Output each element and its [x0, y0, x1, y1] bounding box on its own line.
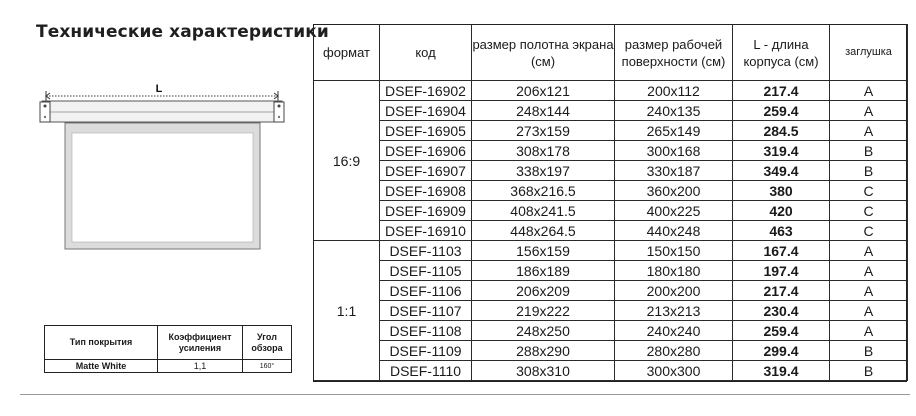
header-plug: заглушка: [830, 25, 908, 81]
dimension-label: L: [155, 83, 163, 95]
length-cell: 349.4: [733, 161, 830, 181]
table-row: [314, 221, 908, 241]
canvas-size-cell: 408x241.5: [472, 201, 615, 221]
table-row: [314, 281, 908, 301]
code-cell: DSEF-16907: [380, 161, 472, 181]
work-size-cell: 440x248: [615, 221, 733, 241]
spec-table-body: [314, 81, 908, 381]
table-row: [314, 321, 908, 341]
code-cell: DSEF-16906: [380, 141, 472, 161]
work-size-cell: 200x112: [615, 81, 733, 101]
table-row: [314, 101, 908, 121]
canvas-size-cell: 308x310: [472, 361, 615, 381]
code-cell: DSEF-1109: [380, 341, 472, 361]
work-size-cell: 360x200: [615, 181, 733, 201]
plug-cell: A: [830, 301, 908, 321]
canvas-size-cell: 156x159: [472, 241, 615, 261]
code-cell: DSEF-1105: [380, 261, 472, 281]
table-row: [314, 81, 908, 101]
canvas-size-cell: 186x189: [472, 261, 615, 281]
length-cell: 167.4: [733, 241, 830, 261]
plug-cell: B: [830, 141, 908, 161]
length-cell: 420: [733, 201, 830, 221]
code-cell: DSEF-1110: [380, 361, 472, 381]
code-cell: DSEF-16909: [380, 201, 472, 221]
plug-cell: B: [830, 161, 908, 181]
work-size-cell: 400x225: [615, 201, 733, 221]
canvas-size-cell: 308x178: [472, 141, 615, 161]
coating-table: [44, 325, 292, 373]
work-size-cell: 240x240: [615, 321, 733, 341]
coating-angle: 160°: [243, 360, 292, 373]
table-row: [314, 241, 908, 261]
work-size-cell: 265x149: [615, 121, 733, 141]
work-size-cell: 180x180: [615, 261, 733, 281]
canvas-size-cell: 206x209: [472, 281, 615, 301]
plug-cell: C: [830, 221, 908, 241]
table-row: [314, 121, 908, 141]
length-cell: 284.5: [733, 121, 830, 141]
plug-cell: A: [830, 101, 908, 121]
table-row: [314, 201, 908, 221]
bottom-divider: [20, 394, 910, 395]
table-row: [314, 181, 908, 201]
code-cell: DSEF-1106: [380, 281, 472, 301]
screen-canvas: [65, 123, 260, 249]
table-row: [314, 361, 908, 381]
plug-cell: A: [830, 81, 908, 101]
canvas-size-cell: 219x222: [472, 301, 615, 321]
plug-cell: B: [830, 361, 908, 381]
code-cell: DSEF-16908: [380, 181, 472, 201]
code-cell: DSEF-1108: [380, 321, 472, 341]
work-size-cell: 300x168: [615, 141, 733, 161]
coating-header-gain: Коэффициент усиления: [158, 326, 243, 360]
plug-cell: A: [830, 321, 908, 341]
spec-table: [313, 24, 908, 381]
page-title: Технические характеристики: [36, 22, 329, 42]
header-code: код: [380, 25, 472, 81]
canvas-size-cell: 288x290: [472, 341, 615, 361]
coating-header-angle: Угол обзора: [243, 326, 292, 360]
length-cell: 463: [733, 221, 830, 241]
length-cell: 380: [733, 181, 830, 201]
plug-cell: A: [830, 281, 908, 301]
plug-cell: A: [830, 261, 908, 281]
coating-header-type: Тип покрытия: [45, 326, 158, 360]
screen-diagram: [38, 82, 290, 252]
plug-cell: A: [830, 121, 908, 141]
coating-row: [45, 360, 292, 373]
screen-housing: [40, 101, 284, 122]
work-size-cell: 200x200: [615, 281, 733, 301]
length-cell: 319.4: [733, 361, 830, 381]
code-cell: DSEF-16910: [380, 221, 472, 241]
plug-cell: A: [830, 241, 908, 261]
length-cell: 230.4: [733, 301, 830, 321]
header-format: формат: [314, 25, 380, 81]
header-canvas-size: размер полотна экрана (см): [472, 25, 615, 81]
plug-cell: C: [830, 201, 908, 221]
table-row: [314, 341, 908, 361]
work-size-cell: 240x135: [615, 101, 733, 121]
length-cell: 299.4: [733, 341, 830, 361]
work-size-cell: 280x280: [615, 341, 733, 361]
canvas-size-cell: 273x159: [472, 121, 615, 141]
length-cell: 217.4: [733, 281, 830, 301]
code-cell: DSEF-16904: [380, 101, 472, 121]
code-cell: DSEF-1103: [380, 241, 472, 261]
length-cell: 217.4: [733, 81, 830, 101]
length-cell: 319.4: [733, 141, 830, 161]
canvas-size-cell: 206x121: [472, 81, 615, 101]
table-row: [314, 141, 908, 161]
work-size-cell: 150x150: [615, 241, 733, 261]
table-row: [314, 261, 908, 281]
plug-cell: B: [830, 341, 908, 361]
table-row: [314, 301, 908, 321]
coating-type: Matte White: [45, 360, 158, 373]
header-work-size: размер рабочей поверхности (см): [615, 25, 733, 81]
code-cell: DSEF-16905: [380, 121, 472, 141]
work-size-cell: 213x213: [615, 301, 733, 321]
length-cell: 259.4: [733, 321, 830, 341]
coating-gain: 1,1: [158, 360, 243, 373]
canvas-size-cell: 448x264.5: [472, 221, 615, 241]
canvas-size-cell: 338x197: [472, 161, 615, 181]
length-cell: 259.4: [733, 101, 830, 121]
table-row: [314, 161, 908, 181]
plug-cell: C: [830, 181, 908, 201]
format-cell: 16:9: [314, 81, 380, 241]
code-cell: DSEF-16902: [380, 81, 472, 101]
work-size-cell: 330x187: [615, 161, 733, 181]
header-length: L - длина корпуса (см): [733, 25, 830, 81]
canvas-size-cell: 248x144: [472, 101, 615, 121]
code-cell: DSEF-1107: [380, 301, 472, 321]
work-size-cell: 300x300: [615, 361, 733, 381]
canvas-size-cell: 368x216.5: [472, 181, 615, 201]
format-cell: 1:1: [314, 241, 380, 381]
canvas-size-cell: 248x250: [472, 321, 615, 341]
length-cell: 197.4: [733, 261, 830, 281]
